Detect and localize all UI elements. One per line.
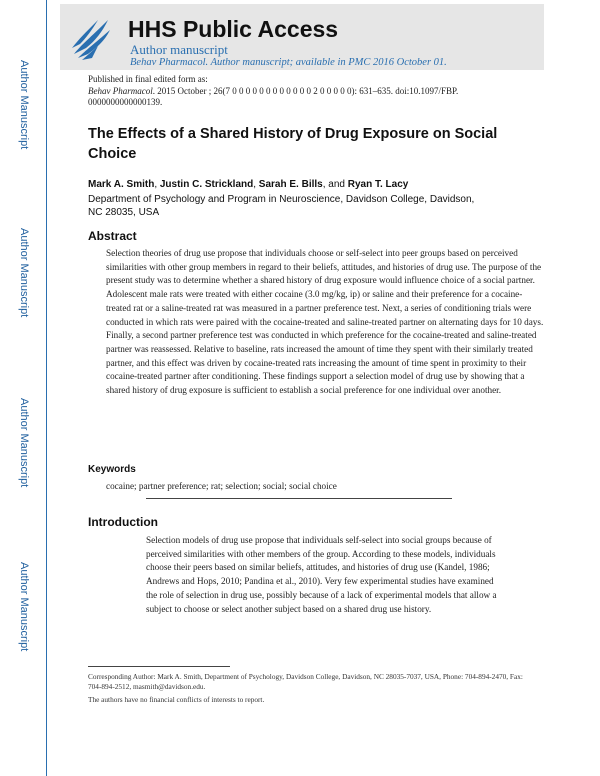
author-name: Justin C. Strickland	[159, 179, 254, 190]
abstract-text: Selection theories of drug use propose that individuals choose or self-select into peer groups based on perceived similarities with other group members in regard to their beliefs, attitudes, and histories of drug use. The purpose of the present study was to determine whether a shared history of drug exposure would influence choice of a social partner. Adolescent male rats were treated with either cocaine (3.0 mg/kg, ip) or saline and their preference for a cocaine-treated rat or a saline-treated rat was measured in a partner preference test. Next, a series of conditioning trials were conducted in which rats were paired with the cocaine-treated and saline-treated partner on alternating days for 10 days. Finally, a second partner preference test was conducted in which preference for the cocaine-treated and saline-treated partner was reassessed. Relative to baseline, rats increased the amount of time they spent with their similarly treated partner, and this effect was driven by cocaine-treated rats increasing the amount of time spent in proximity to their cocaine-treated partner after conditioning. These findings support a selection model of drug use by showing that a shared history of drug exposure is sufficient to establish a social preference for one individual over another.	[106, 248, 544, 396]
side-label-author-manuscript: Author Manuscript	[18, 60, 30, 150]
hhs-title: HHS Public Access	[128, 16, 339, 42]
author-name: Mark A. Smith	[88, 179, 155, 190]
author-name: Ryan T. Lacy	[347, 179, 409, 190]
abstract-heading: Abstract	[88, 229, 137, 243]
side-label-author-manuscript: Author Manuscript	[18, 228, 30, 318]
citation-line	[88, 86, 548, 98]
article-title: The Effects of a Shared History of Drug Exposure on Social Choice	[88, 126, 498, 162]
conflict-of-interest-footnote: The authors have no financial conflicts of interests to report.	[88, 695, 265, 704]
author-name: Sarah E. Bills	[258, 179, 323, 190]
introduction-heading: Introduction	[88, 515, 158, 529]
side-label-author-manuscript: Author Manuscript	[18, 398, 30, 488]
side-rail	[46, 0, 47, 776]
section-divider	[146, 498, 452, 499]
keywords-text: cocaine; partner preference; rat; selection; social; social choice	[106, 481, 337, 491]
author-manuscript-label: Author manuscript	[130, 42, 228, 57]
hhs-eagle-logo-icon	[68, 14, 114, 62]
footnote-divider	[88, 666, 230, 667]
corresponding-author-footnote: Corresponding Author: Mark A. Smith, Department of Psychology, Davidson College, Davidson, NC 28035-7037, USA, Phone: 704-894-2470, Fax: 704-894-2512, masmith@davidson.edu.	[88, 672, 523, 691]
journal-name: Behav Pharmacol	[88, 85, 153, 96]
author-conjunction: and	[328, 179, 345, 190]
doi-suffix: 0000000000000139.	[88, 97, 163, 107]
citation-details: . 2015 October ; 26(7 0 0 0 0 0 0 0 0 0 0 0 0 2 0 0 0 0 0): 631–635. doi:10.1097/FBP.	[152, 85, 459, 96]
publication-info	[88, 74, 548, 109]
introduction-text: Selection models of drug use propose that individuals self-select into social groups because of perceived similarities with other members of the group. According to these models, individuals choose their peers based on similar beliefs, attitudes, and histories of drug use (Kandel, 1986; Andrews and Hops, 2010; Pandina et al., 2010). Very few experimental studies have examined the role of selection in drug use, possibly because of a lack of experimental models that allow a subject to choose or select another subject based on a shared drug use history.	[146, 535, 497, 614]
availability-info: Behav Pharmacol. Author manuscript; available in PMC 2016 October 01.	[130, 57, 447, 68]
author-list: Mark A. Smith, Justin C. Strickland, Sarah E. Bills, and Ryan T. Lacy	[88, 179, 409, 190]
side-label-author-manuscript: Author Manuscript	[18, 562, 30, 652]
published-in-label: Published in final edited form as:	[88, 74, 208, 84]
keywords-heading: Keywords	[88, 464, 136, 475]
affiliation: Department of Psychology and Program in Neuroscience, Davidson College, Davidson, NC 28035, USA	[88, 194, 475, 218]
